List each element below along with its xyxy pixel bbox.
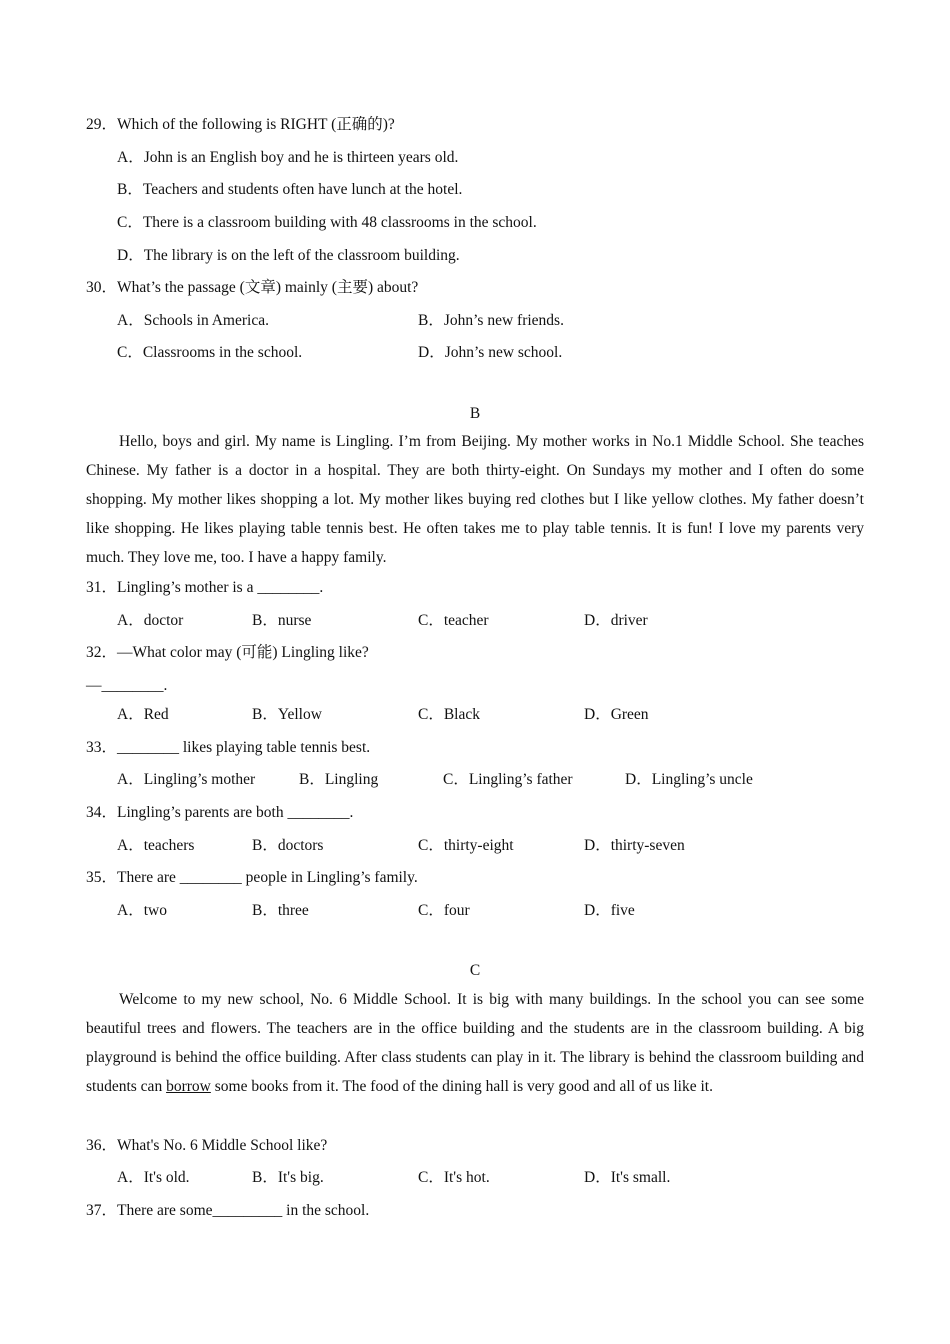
question-30-option-b: B．John’s new friends. [418,312,564,329]
question-32-option-b: B．Yellow [252,706,322,723]
question-30-option-a: A．Schools in America. [117,312,269,329]
question-35-stem: 35．There are ________ people in Lingling’s family. [86,869,418,886]
question-32-stem: 32．—What color may (可能) Lingling like? [86,644,369,661]
question-37-stem: 37．There are some_________ in the school. [86,1202,370,1219]
section-c-heading: C [469,962,481,979]
question-34-option-a: A．teachers [117,837,195,854]
question-29-option-b: B．Teachers and students often have lunch at the hotel. [117,181,463,198]
question-32-option-a: A．Red [117,706,169,723]
section-b-passage: Hello, boys and girl. My name is Lingling. I’m from Beijing. My mother works in No.1 Middle School. She teaches Chinese. My father is a doctor in a hospital. They are both thirty-eight. On Sundays my mother and I often do some shopping. My mother likes shopping a lot. My mother likes buying red clothes but I like yellow clothes. My father doesn’t like shopping. He likes playing table tennis best. He often takes me to play table tennis. It is fun! I love my parents very much. They love me, too. I have a happy family. [86,433,864,566]
question-29-option-a: A．John is an English boy and he is thirteen years old. [117,149,459,166]
question-30-option-c: C．Classrooms in the school. [117,344,303,361]
question-29-stem: 29．Which of the following is RIGHT (正确的)? [86,116,395,133]
question-33-option-a: A．Lingling’s mother [117,771,256,788]
question-33-stem: 33．________ likes playing table tennis best. [86,739,371,756]
question-30-option-d: D．John’s new school. [418,344,563,361]
question-30-stem: 30．What’s the passage (文章) mainly (主要) about? [86,279,419,296]
question-32-answer-line: —________. [86,677,168,694]
section-c-passage-part1: Welcome to my new school, No. 6 Middle School. It is big with many buildings. In the school you can see some beautiful trees and flowers. The teachers are in the office building and the students are in the classroom building. A big playground is behind the office building. After class students can play in it. The library is behind the classroom building and students can [86,991,864,1095]
question-32-option-c: C．Black [418,706,480,723]
section-c-passage-part2: some books from it. The food of the dining hall is very good and all of us like it. [210,1078,713,1095]
question-29-option-d: D．The library is on the left of the classroom building. [117,247,460,264]
question-36-option-a: A．It's old. [117,1169,190,1186]
question-34-option-d: D．thirty-seven [584,837,685,854]
question-31-option-a: A．doctor [117,612,184,629]
question-29-option-c: C．There is a classroom building with 48 classrooms in the school. [117,214,537,231]
question-31-option-d: D．driver [584,612,648,629]
question-33-option-d: D．Lingling’s uncle [625,771,753,788]
question-36-option-b: B．It's big. [252,1169,324,1186]
question-36-stem: 36．What's No. 6 Middle School like? [86,1137,328,1154]
question-32-option-d: D．Green [584,706,649,723]
underlined-word-borrow: borrow [166,1078,211,1095]
question-35-option-c: C．four [418,902,470,919]
question-33-option-c: C．Lingling’s father [443,771,573,788]
question-35-option-d: D．five [584,902,635,919]
question-34-stem: 34．Lingling’s parents are both ________. [86,804,354,821]
question-34-option-c: C．thirty-eight [418,837,514,854]
question-33-option-b: B．Lingling [299,771,379,788]
question-36-option-d: D．It's small. [584,1169,671,1186]
section-c-passage [86,985,864,1101]
question-36-option-c: C．It's hot. [418,1169,490,1186]
section-b-heading: B [469,405,481,422]
question-31-stem: 31．Lingling’s mother is a ________. [86,579,324,596]
question-35-option-a: A．two [117,902,167,919]
question-31-option-b: B．nurse [252,612,312,629]
question-31-option-c: C．teacher [418,612,489,629]
question-34-option-b: B．doctors [252,837,324,854]
question-35-option-b: B．three [252,902,309,919]
